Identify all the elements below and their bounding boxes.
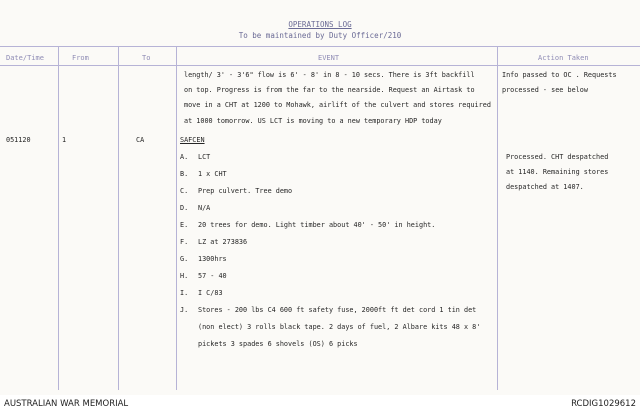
item-text: Stores - 200 lbs C4 600 ft safety fuse, 2000ft ft det cord 1 tin det xyxy=(198,306,477,314)
event-line: length/ 3' - 3'6" flow is 6' - 8' in 8 - 10 secs. There is 3ft backfill xyxy=(184,71,475,79)
item-text: I C/83 xyxy=(198,289,223,297)
item-label: I. xyxy=(180,289,189,297)
column-divider xyxy=(118,46,119,390)
footer-record-id: RCDIG1029612 xyxy=(571,399,636,409)
action-line: Processed. CHT despatched xyxy=(506,153,609,161)
item-label: E. xyxy=(180,221,189,229)
item-label: C. xyxy=(180,187,189,195)
item-label: J. xyxy=(180,306,189,314)
item-label: A. xyxy=(180,153,189,161)
stores-continued-line: (non elect) 3 rolls black tape. 2 days of fuel, 2 Albare kits 48 x 8' xyxy=(198,323,481,331)
event-line: at 1000 tomorrow. US LCT is moving to a new temporary HDP today xyxy=(184,117,442,125)
header-from: From xyxy=(72,54,89,62)
header-event: EVENT xyxy=(318,54,340,62)
item-text: 20 trees for demo. Light timber about 40' - 50' in height. xyxy=(198,221,436,229)
event-line: move in a CHT at 1200 to Mohawk, airlift of the culvert and stores required xyxy=(184,101,491,109)
item-text: 1 x CHT xyxy=(198,170,227,178)
header-action: Action Taken xyxy=(538,54,589,62)
column-divider xyxy=(176,46,177,390)
log-title: OPERATIONS LOG xyxy=(288,20,352,29)
table-top-rule xyxy=(0,46,640,47)
action-line: at 1140. Remaining stores xyxy=(506,168,609,176)
stores-continued-line: pickets 3 spades 6 shovels (OS) 6 picks xyxy=(198,340,358,348)
item-label: D. xyxy=(180,204,189,212)
entry-to: CA xyxy=(136,136,145,144)
item-text: LZ at 273836 xyxy=(198,238,248,246)
item-label: H. xyxy=(180,272,189,280)
entry-datetime: 051120 xyxy=(6,136,31,144)
item-label: F. xyxy=(180,238,189,246)
header-to: To xyxy=(142,54,151,62)
safcen-heading: SAFCEN xyxy=(180,136,205,144)
item-label: G. xyxy=(180,255,189,263)
column-divider xyxy=(58,46,59,390)
entry-from: 1 xyxy=(62,136,67,144)
event-line: on top. Progress is from the far to the nearside. Request an Airtask to xyxy=(184,86,475,94)
action-line: Info passed to OC . Requests xyxy=(502,71,617,79)
item-text: 57 - 40 xyxy=(198,272,227,280)
item-text: LCT xyxy=(198,153,211,161)
item-text: 1300hrs xyxy=(198,255,227,263)
item-text: N/A xyxy=(198,204,211,212)
item-text: Prep culvert. Tree demo xyxy=(198,187,293,195)
action-line: despatched at 1407. xyxy=(506,183,584,191)
header-rule xyxy=(0,65,640,66)
footer-archive-name: AUSTRALIAN WAR MEMORIAL xyxy=(4,399,129,409)
header-datetime: Date/Time xyxy=(6,54,44,62)
column-divider xyxy=(497,46,498,390)
action-line: processed - see below xyxy=(502,86,588,94)
item-label: B. xyxy=(180,170,189,178)
log-subtitle: To be maintained by Duty Officer/210 xyxy=(238,31,402,40)
